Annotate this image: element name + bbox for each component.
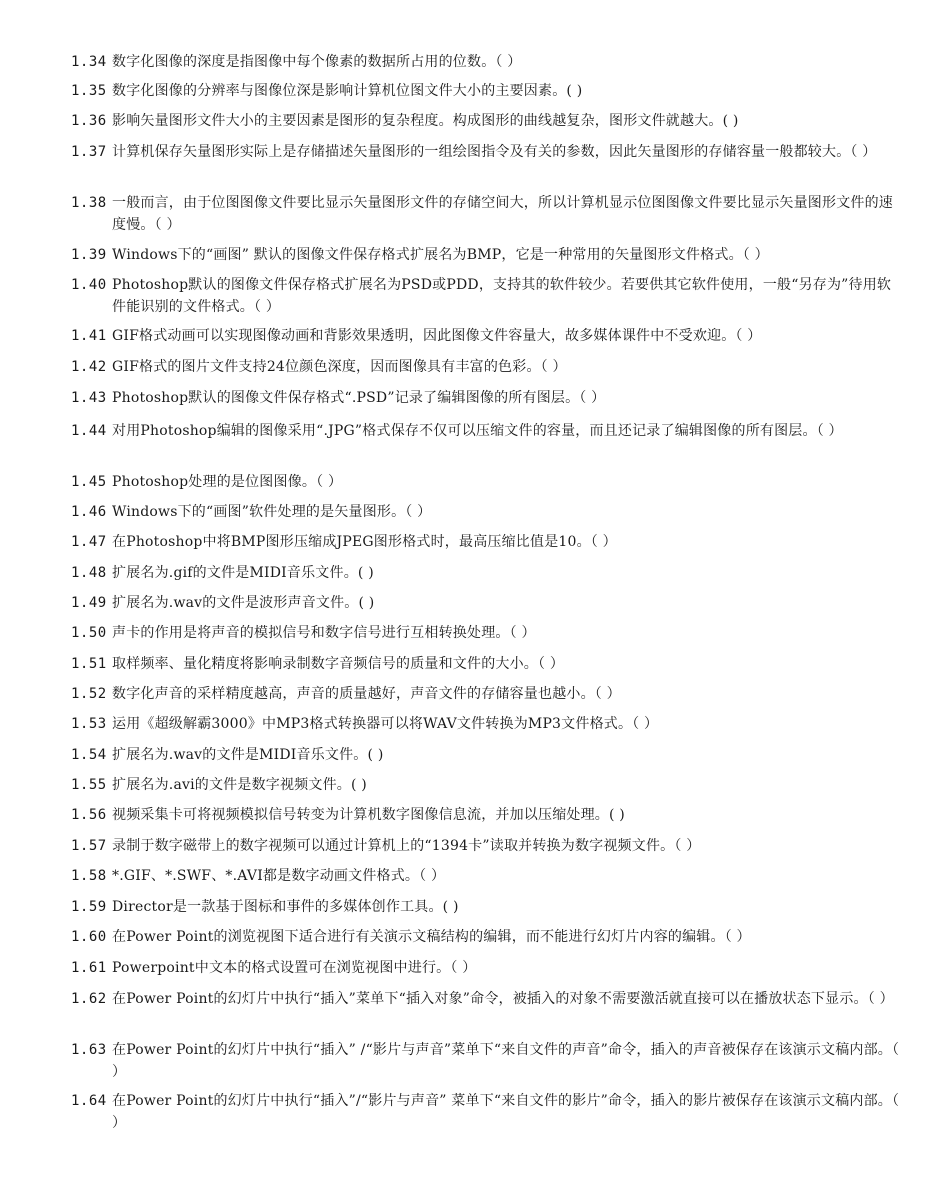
- question-text: Photoshop默认的图像文件保存格式“.PSD”记录了编辑图像的所有图层。（ ）: [112, 390, 606, 406]
- question-number: 1.52: [71, 686, 107, 702]
- question-number: 1.44: [71, 423, 107, 439]
- question-item: [71, 562, 901, 584]
- question-item: [71, 471, 901, 493]
- question-number: 1.43: [71, 390, 107, 406]
- question-number: 1.40: [71, 277, 107, 293]
- question-text: 在Power Point的浏览视图下适合进行有关演示文稿结构的编辑，而不能进行幻灯片内容的编辑。（ ）: [112, 929, 751, 945]
- question-text: 扩展名为.avi的文件是数字视频文件。( ): [112, 777, 367, 793]
- question-text: 影响矢量图形文件大小的主要因素是图形的复杂程度。构成图形的曲线越复杂，图形文件就越大。( ): [112, 113, 739, 129]
- question-item: [71, 926, 901, 948]
- question-text: 在Power Point的幻灯片中执行“插入”菜单下“插入对象”命令，被插入的对象不需要激活就直接可以在播放状态下显示。（ ）: [112, 991, 894, 1007]
- question-item: [71, 110, 901, 132]
- question-item: [71, 744, 901, 766]
- question-item: [71, 244, 901, 266]
- question-text: Photoshop处理的是位图图像。（ ）: [112, 474, 343, 490]
- question-text: 计算机保存矢量图形实际上是存储描述矢量图形的一组绘图指令及有关的参数，因此矢量图形的存储容量一般都较大。（ ）: [112, 144, 877, 160]
- question-number: 1.46: [71, 504, 107, 520]
- question-item: [71, 653, 901, 675]
- question-text: GIF格式动画可以实现图像动画和背影效果透明，因此图像文件容量大，故多媒体课件中不受欢迎。（ ）: [112, 328, 762, 344]
- question-item: [71, 420, 901, 442]
- question-number: 1.36: [71, 113, 107, 129]
- question-text: 在Photoshop中将BMP图形压缩成JPEG图形格式时，最高压缩比值是10。（ ）: [112, 534, 617, 550]
- question-text: *.GIF、*.SWF、*.AVI都是数字动画文件格式。（ ）: [112, 868, 446, 884]
- question-item: [71, 713, 901, 735]
- question-text: 数字化图像的深度是指图像中每个像素的数据所占用的位数。（ ）: [112, 54, 522, 70]
- question-text: Windows下的“画图”软件处理的是矢量图形。（ ）: [112, 504, 432, 520]
- question-text: 扩展名为.wav的文件是MIDI音乐文件。( ): [112, 747, 384, 763]
- question-number: 1.60: [71, 929, 107, 945]
- question-number: 1.62: [71, 991, 107, 1007]
- question-item: [71, 192, 901, 236]
- question-number: 1.34: [71, 54, 107, 70]
- question-item: [71, 531, 901, 553]
- question-item: [71, 896, 901, 918]
- question-number: 1.56: [71, 807, 107, 823]
- question-number: 1.35: [71, 83, 107, 99]
- question-number: 1.54: [71, 747, 107, 763]
- question-number: 1.63: [71, 1042, 107, 1058]
- question-number: 1.59: [71, 899, 107, 915]
- question-text: 录制于数字磁带上的数字视频可以通过计算机上的“1394卡”读取并转换为数字视频文件。（ ）: [112, 838, 701, 854]
- question-number: 1.41: [71, 328, 107, 344]
- question-item: [71, 622, 901, 644]
- question-item: [71, 592, 901, 614]
- question-number: 1.51: [71, 656, 107, 672]
- question-number: 1.42: [71, 359, 107, 375]
- question-number: 1.48: [71, 565, 107, 581]
- question-text: 在Power Point的幻灯片中执行“插入”/“影片与声音” 菜单下“来自文件的影片”命令，插入的影片被保存在该演示文稿内部。（ ）: [112, 1093, 900, 1131]
- question-text: 声卡的作用是将声音的模拟信号和数字信号进行互相转换处理。（ ）: [112, 625, 536, 641]
- question-item: [71, 1039, 901, 1083]
- question-number: 1.61: [71, 960, 107, 976]
- question-number: 1.58: [71, 868, 107, 884]
- question-number: 1.47: [71, 534, 107, 550]
- question-item: [71, 141, 901, 163]
- question-item: [71, 80, 901, 102]
- question-number: 1.39: [71, 247, 107, 263]
- question-text: 对用Photoshop编辑的图像采用“.JPG”格式保存不仅可以压缩文件的容量，而且还记录了编辑图像的所有图层。（ ）: [112, 423, 843, 439]
- question-text: 在Power Point的幻灯片中执行“插入” /“影片与声音”菜单下“来自文件的声音”命令，插入的声音被保存在该演示文稿内部。（ ）: [112, 1042, 900, 1080]
- question-item: [71, 957, 901, 979]
- question-number: 1.64: [71, 1093, 107, 1109]
- question-item: [71, 774, 901, 796]
- question-item: [71, 501, 901, 523]
- question-item: [71, 1090, 901, 1134]
- question-item: [71, 325, 901, 347]
- question-number: 1.49: [71, 595, 107, 611]
- question-item: [71, 835, 901, 857]
- question-text: 运用《超级解霸3000》中MP3格式转换器可以将WAV文件转换为MP3文件格式。（ ）: [112, 716, 659, 732]
- question-number: 1.38: [71, 195, 107, 211]
- question-number: 1.55: [71, 777, 107, 793]
- question-text: 数字化声音的采样精度越高，声音的质量越好，声音文件的存储容量也越小。（ ）: [112, 686, 621, 702]
- question-text: Photoshop默认的图像文件保存格式扩展名为PSD或PDD，支持其的软件较少。若要供其它软件使用，一般“另存为”待用软件能识别的文件格式。（ ）: [112, 277, 892, 315]
- question-text: Powerpoint中文本的格式设置可在浏览视图中进行。（ ）: [112, 960, 477, 976]
- question-text: 视频采集卡可将视频模拟信号转变为计算机数字图像信息流，并加以压缩处理。( ): [112, 807, 625, 823]
- question-text: Director是一款基于图标和事件的多媒体创作工具。( ): [112, 899, 459, 915]
- question-item: [71, 804, 901, 826]
- question-number: 1.45: [71, 474, 107, 490]
- question-number: 1.37: [71, 144, 107, 160]
- question-text: 取样频率、量化精度将影响录制数字音频信号的质量和文件的大小。（ ）: [112, 656, 565, 672]
- question-text: 扩展名为.gif的文件是MIDI音乐文件。( ): [112, 565, 374, 581]
- question-item: [71, 274, 901, 318]
- question-item: [71, 51, 901, 73]
- question-number: 1.50: [71, 625, 107, 641]
- question-number: 1.57: [71, 838, 107, 854]
- question-item: [71, 865, 901, 887]
- question-item: [71, 387, 901, 409]
- question-number: 1.53: [71, 716, 107, 732]
- question-item: [71, 988, 901, 1010]
- question-text: 一般而言，由于位图图像文件要比显示矢量图形文件的存储空间大，所以计算机显示位图图像文件要比显示矢量图形文件的速度慢。（ ）: [112, 195, 893, 233]
- question-text: 扩展名为.wav的文件是波形声音文件。( ): [112, 595, 375, 611]
- question-item: [71, 683, 901, 705]
- question-text: GIF格式的图片文件支持24位颜色深度，因而图像具有丰富的色彩。（ ）: [112, 359, 567, 375]
- question-text: 数字化图像的分辨率与图像位深是影响计算机位图文件大小的主要因素。( ): [112, 83, 583, 99]
- question-item: [71, 356, 901, 378]
- question-text: Windows下的“画图” 默认的图像文件保存格式扩展名为BMP，它是一种常用的矢量图形文件格式。（ ）: [112, 247, 769, 263]
